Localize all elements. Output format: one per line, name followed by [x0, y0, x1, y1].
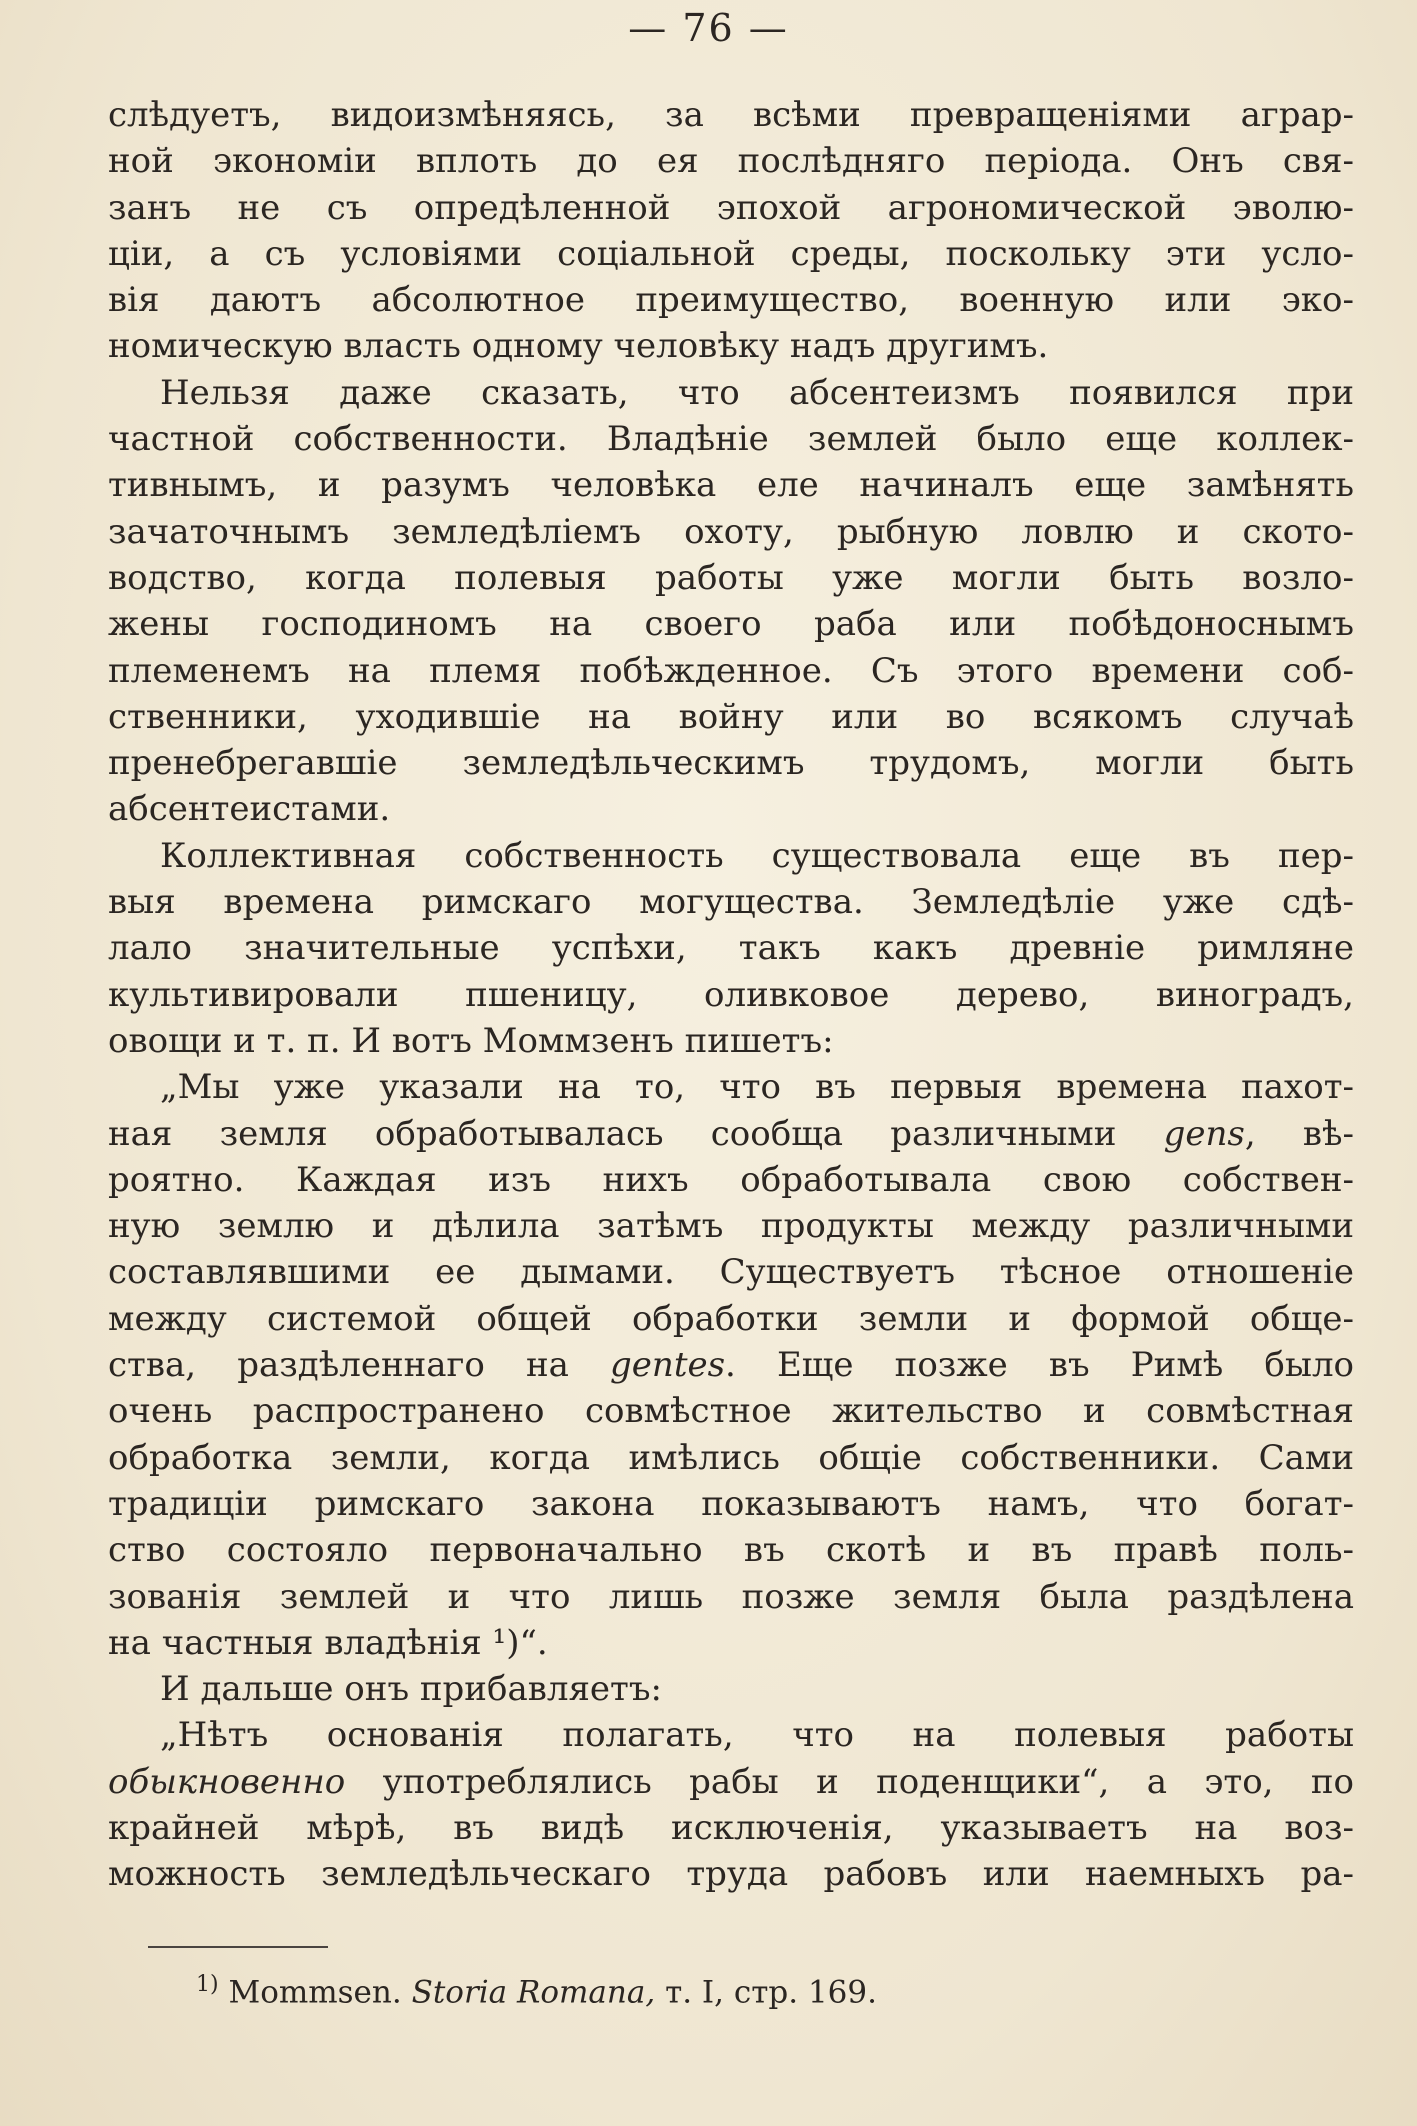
page-number: — 76 — — [628, 6, 789, 50]
text-line: культивировали пшеницу, оливковое дерево, виноградъ, — [108, 974, 1354, 1015]
text-line: Нельзя даже сказать, что абсентеизмъ появился при — [160, 372, 1354, 413]
text-line: лало значительные успѣхи, такъ какъ древніе римляне — [108, 928, 1354, 969]
text-line: ную землю и дѣлила затѣмъ продукты между различными — [108, 1206, 1354, 1247]
text-line: абсентеистами. — [108, 789, 391, 830]
body-text — [108, 92, 1354, 1898]
text-line: зованія землей и что лишь позже земля была раздѣлена — [108, 1576, 1354, 1617]
text-line: ціи, а съ условіями соціальной среды, поскольку эти усло- — [108, 233, 1354, 274]
text-line: зачаточнымъ земледѣліемъ охоту, рыбную ловлю и ското- — [108, 511, 1354, 552]
text-line: занъ не съ опредѣленной эпохой агрономической эволю- — [108, 187, 1354, 228]
text-line: пренебрегавшіе земледѣльческимъ трудомъ, могли быть — [108, 743, 1354, 784]
text-line: племенемъ на племя побѣжденное. Съ этого времени соб- — [108, 650, 1354, 691]
footnote-rest: т. I, стр. 169. — [665, 1974, 877, 2011]
text-line: „Нѣтъ основанія полагать, что на полевыя работы — [160, 1715, 1354, 1756]
footnote — [196, 1972, 877, 2010]
text-line: слѣдуетъ, видоизмѣняясь, за всѣми превращеніями аграр- — [108, 95, 1354, 135]
text-line: роятно. Каждая изъ нихъ обработывала свою собствен- — [108, 1159, 1354, 1200]
text-line: крайней мѣрѣ, въ видѣ исключенія, указываетъ на воз- — [108, 1807, 1354, 1848]
text-line: ства, раздѣленнаго на gentes. Еще позже въ Римѣ было — [108, 1345, 1355, 1386]
text-line: частной собственности. Владѣніе землей было еще коллек- — [108, 419, 1354, 460]
text-line: водство, когда полевыя работы уже могли быть возло- — [108, 557, 1354, 598]
text-line: выя времена римскаго могущества. Земледѣліе уже сдѣ- — [108, 882, 1354, 923]
footnote-divider — [148, 1946, 328, 1948]
text-line: можность земледѣльческаго труда рабовъ или наемныхъ ра- — [108, 1854, 1354, 1895]
text-line: ство состояло первоначально въ скотѣ и въ правѣ поль- — [108, 1530, 1354, 1571]
text-line: Коллективная собственность существовала еще въ пер- — [160, 835, 1354, 876]
text-line: обработка земли, когда имѣлись общіе собственники. Сами — [108, 1437, 1354, 1478]
footnote-mark: 1) — [196, 1972, 219, 1997]
footnote-author: Mommsen. — [228, 1974, 402, 2011]
footnote-title: Storia Romana, — [411, 1974, 656, 2011]
text-line: „Мы уже указали на то, что въ первыя времена пахот- — [160, 1067, 1354, 1108]
text-line: обыкновенно употреблялись рабы и поденщики“, а это, по — [108, 1761, 1354, 1802]
text-line: номическую власть одному человѣку надъ другимъ. — [108, 326, 1049, 367]
text-line: ной экономіи вплоть до ея послѣдняго періода. Онъ свя- — [108, 141, 1354, 182]
text-line: ственники, уходившіе на войну или во всякомъ случаѣ — [108, 696, 1354, 737]
text-line: очень распространено совмѣстное жительство и совмѣстная — [108, 1391, 1354, 1432]
text-line: традиціи римскаго закона показываютъ намъ, что богат- — [108, 1483, 1354, 1524]
text-line: тивнымъ, и разумъ человѣка еле начиналъ еще замѣнять — [108, 465, 1354, 506]
text-line: И дальше онъ прибавляетъ: — [160, 1669, 662, 1710]
text-line: ная земля обработывалась сообща различными gens, вѣ- — [108, 1113, 1354, 1154]
text-line: овощи и т. п. И вотъ Моммзенъ пишетъ: — [108, 1020, 834, 1061]
text-line: вія даютъ абсолютное преимущество, военную или эко- — [108, 280, 1354, 321]
text-line: между системой общей обработки земли и формой обще- — [108, 1298, 1354, 1339]
text-line: жены господиномъ на своего раба или побѣдоноснымъ — [108, 604, 1354, 645]
text-line: на частныя владѣнія ¹)“. — [108, 1622, 548, 1663]
text-line: составлявшими ее дымами. Существуетъ тѣсное отношеніе — [108, 1252, 1354, 1293]
